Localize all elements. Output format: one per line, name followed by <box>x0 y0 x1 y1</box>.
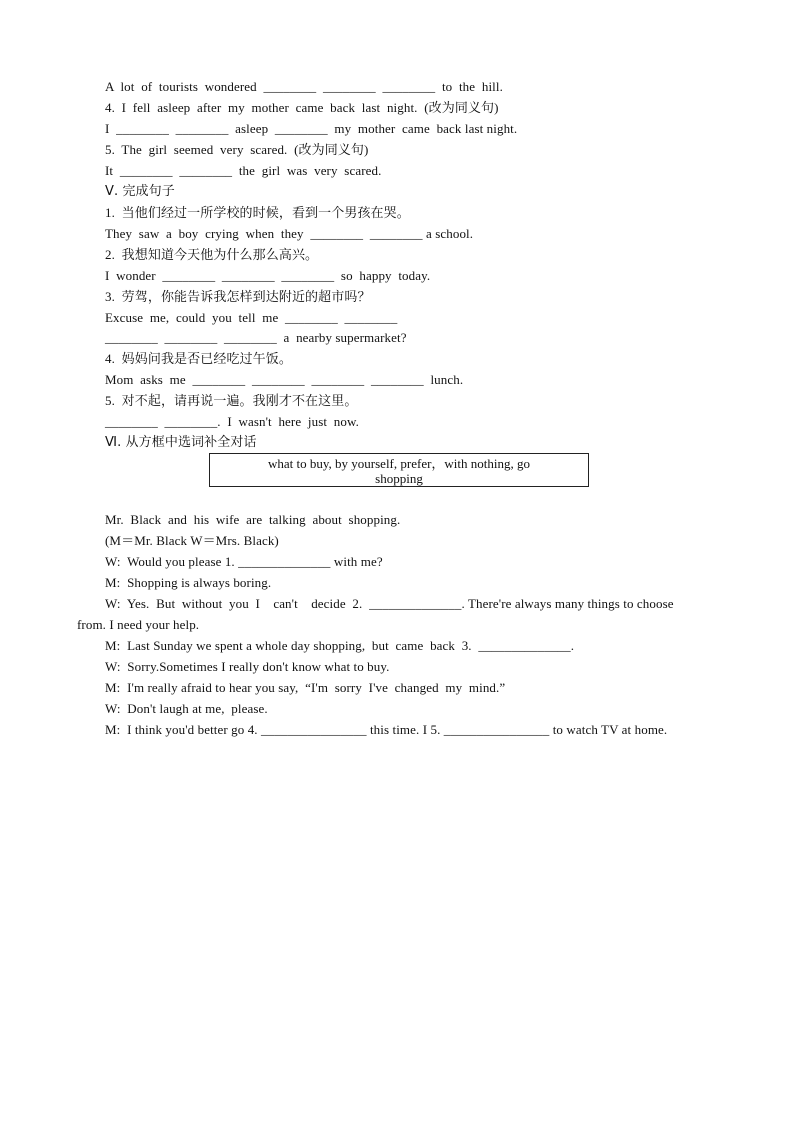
dialogue-line: M: Shopping is always boring. <box>105 575 272 590</box>
dialogue-line: W: Yes. But without you I can't decide 2. ______________. There're always many things to choose <box>105 596 674 611</box>
dialogue-intro: Mr. Black and his wife are talking about shopping. <box>105 512 401 527</box>
complete-item-3-chinese: 3. 劳驾，你能告诉我怎样到达附近的超市吗？ <box>105 289 371 304</box>
dialogue-line: M: I'm really afraid to hear you say, “I'm sorry I've changed my mind.” <box>105 680 506 695</box>
word-bank-line-1: what to buy, by yourself, prefer，with nothing, go <box>268 456 530 471</box>
word-bank-line-2: shopping <box>375 471 423 486</box>
dialogue-line-wrap: from. I need your help. <box>77 617 200 632</box>
complete-item-3-english: Excuse me, could you tell me ________ ________ <box>105 310 398 325</box>
dialogue-line: M: I think you'd better go 4. ________________ this time. I 5. ________________ to watch TV at home. <box>105 722 668 737</box>
section-6-heading: Ⅵ. 从方框中选词补全对话 <box>105 435 257 450</box>
complete-item-3-english-cont: ________ ________ ________ a nearby supermarket? <box>105 330 407 345</box>
rewrite-line-tourists: A lot of tourists wondered ________ ________ ________ to the hill. <box>105 79 503 94</box>
dialogue-line: W: Sorry.Sometimes I really don't know what to buy. <box>105 659 390 674</box>
complete-item-2-english: I wonder ________ ________ ________ so happy today. <box>105 268 431 283</box>
complete-item-5-chinese: 5. 对不起，请再说一遍。我刚才不在这里。 <box>105 393 358 408</box>
complete-item-1-english: They saw a boy crying when they ________ ________ a school. <box>105 226 474 241</box>
rewrite-answer-5: It ________ ________ the girl was very scared. <box>105 163 382 178</box>
rewrite-answer-4: I ________ ________ asleep ________ my mother came back last night. <box>105 121 518 136</box>
complete-item-4-chinese: 4. 妈妈问我是否已经吃过午饭。 <box>105 351 292 366</box>
rewrite-question-5: 5. The girl seemed very scared. (改为同义句) <box>105 142 369 157</box>
dialogue-line: M: Last Sunday we spent a whole day shopping, but came back 3. ______________. <box>105 638 575 653</box>
complete-item-4-english: Mom asks me ________ ________ ________ ________ lunch. <box>105 372 464 387</box>
dialogue-line: W: Would you please 1. ______________ with me? <box>105 554 383 569</box>
dialogue-line: W: Don't laugh at me, please. <box>105 701 268 716</box>
word-bank-box <box>209 453 589 487</box>
section-5-heading: Ⅴ. 完成句子 <box>105 184 175 199</box>
dialogue-legend: (M＝Mr. Black W＝Mrs. Black) <box>105 533 279 548</box>
complete-item-5-english: ________ ________. I wasn't here just now. <box>105 414 359 429</box>
complete-item-2-chinese: 2. 我想知道今天他为什么那么高兴。 <box>105 247 319 262</box>
rewrite-question-4: 4. I fell asleep after my mother came back last night. (改为同义句) <box>105 100 499 115</box>
complete-item-1-chinese: 1. 当他们经过一所学校的时候，看到一个男孩在哭。 <box>105 205 410 220</box>
